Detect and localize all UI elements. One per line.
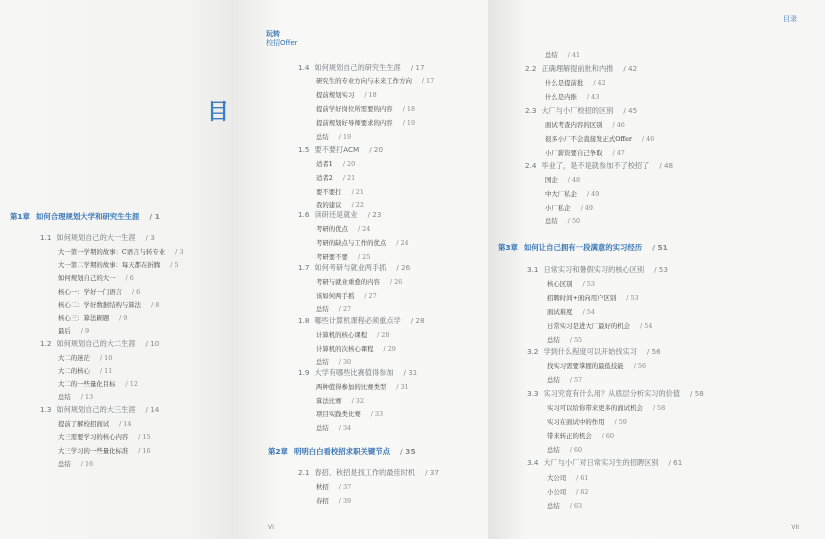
- toc-page-number: / 6: [125, 274, 134, 282]
- toc-page-number: / 20: [342, 160, 356, 168]
- toc-subsection: [316, 277, 402, 286]
- toc-section: [298, 145, 383, 155]
- toc-section: [298, 63, 425, 73]
- toc-label: 如何考研与就业两手抓: [314, 263, 387, 272]
- toc-section: [525, 161, 673, 171]
- toc-label: 总结: [547, 502, 560, 510]
- toc-label: 核心二：学好数据结构与算法: [58, 301, 142, 309]
- toc-subsection: [316, 330, 389, 339]
- toc-subsection: [316, 132, 351, 141]
- toc-page-number: / 26: [389, 278, 403, 286]
- toc-label: 如何规划自己的大一生涯: [56, 233, 136, 242]
- toc-label: 核心区别: [547, 280, 573, 288]
- toc-page-number: / 49: [586, 190, 600, 198]
- toc-label: 计算机的核心课程: [316, 331, 368, 339]
- toc-page-number: / 24: [396, 239, 409, 247]
- toc-label: 学到什么程度可以开始找实习: [543, 347, 637, 356]
- toc-page-number: / 60: [601, 432, 615, 440]
- toc-label: 带来转正的机会: [547, 432, 592, 440]
- toc-page-number: / 23: [367, 210, 382, 219]
- toc-label: 研究生的专业方向与未来工作方向: [316, 77, 412, 85]
- toc-page-number: / 16: [80, 460, 94, 468]
- toc-label: 考研要不要: [316, 253, 348, 261]
- toc-label: 大一第一学期的故事：C语言与转专业: [58, 248, 166, 256]
- toc-subsection: [316, 224, 370, 233]
- toc-number: 2.4: [525, 161, 537, 170]
- toc-label: 面试难度: [547, 308, 573, 316]
- toc-label: 总结: [316, 305, 329, 313]
- toc-page-number: / 58: [690, 389, 704, 398]
- toc-page-number: / 27: [364, 292, 377, 300]
- toc-page-number: / 5: [170, 261, 179, 269]
- toc-label: 大二的核心: [58, 367, 90, 375]
- toc-page-number: / 48: [659, 161, 674, 170]
- toc-page-number: / 29: [383, 345, 396, 353]
- toc-section: [298, 263, 410, 273]
- toc-subsection: [316, 291, 377, 300]
- toc-subsection: [545, 78, 606, 87]
- toc-chapter: [498, 242, 668, 253]
- toc-label: 读研还是就业: [314, 210, 358, 219]
- toc-subsection: [58, 392, 93, 401]
- toc-number: 2.1: [298, 468, 310, 477]
- toc-section: [525, 106, 637, 116]
- toc-label: 大二的迷茫: [58, 354, 90, 362]
- toc-label: 大公司: [547, 474, 567, 482]
- toc-page-number: / 3: [145, 233, 155, 242]
- running-header: 目录: [783, 15, 797, 23]
- toc-number: 1.6: [298, 210, 310, 219]
- toc-page-number: / 12: [125, 380, 138, 388]
- toc-page-number: / 54: [582, 308, 595, 316]
- toc-subsection: [316, 252, 370, 261]
- toc-page-number: / 49: [580, 204, 593, 212]
- toc-page-number: / 45: [623, 106, 638, 115]
- toc-section: [527, 265, 668, 275]
- toc-section: [298, 316, 425, 326]
- toc-subsection: [547, 487, 589, 496]
- toc-label: 如何合理规划大学和研究生生涯: [35, 212, 140, 221]
- toc-page-number: / 62: [576, 488, 589, 496]
- toc-label: 总结: [316, 133, 329, 141]
- toc-page-number: / 22: [351, 201, 364, 209]
- toc-page-number: / 24: [357, 225, 371, 233]
- toc-label: 很多小厂不会直接发正式Offer: [545, 135, 632, 143]
- toc-subsection: [547, 473, 589, 482]
- toc-section: [298, 468, 439, 478]
- toc-label: 如何规划自己的研究生生涯: [314, 63, 401, 72]
- toc-section: [40, 339, 159, 349]
- toc-page-number: / 50: [567, 217, 581, 225]
- toc-subsection: [547, 321, 652, 330]
- toc-label: 总结: [58, 393, 71, 401]
- toc-label: 总结: [316, 358, 329, 366]
- toc-label: 考研的缺点与工作的优点: [316, 239, 387, 247]
- toc-number: 1.2: [40, 339, 52, 348]
- toc-label: 总结: [316, 424, 329, 432]
- toc-page-number: / 60: [569, 446, 583, 454]
- toc-page-number: / 9: [80, 327, 90, 335]
- toc-page-number: / 51: [652, 243, 668, 252]
- toc-page-number: / 57: [569, 376, 583, 384]
- toc-number: 1.7: [298, 263, 310, 272]
- toc-subsection: [547, 431, 614, 440]
- toc-label: 考研的优点: [316, 225, 348, 233]
- toc-section: [525, 64, 637, 74]
- toc-label: 小厂薪资要自己争取: [545, 149, 603, 157]
- toc-subsection: [545, 92, 599, 101]
- toc-label: 总结: [545, 217, 558, 225]
- toc-page-number: / 8: [151, 301, 160, 309]
- toc-subsection: [316, 382, 409, 391]
- toc-subsection: [547, 403, 665, 412]
- toc-subsection: [58, 446, 151, 455]
- toc-page-number: / 6: [131, 288, 141, 296]
- toc-number: 1.4: [298, 63, 310, 72]
- toc-label: 春招: [316, 497, 329, 505]
- toc-label: 招聘时间+面向用户区别: [547, 294, 617, 302]
- toc-label: 适者2: [316, 174, 333, 182]
- toc-label: 实习可以给你带来更多的面试机会: [547, 404, 643, 412]
- toc-subsection: [547, 335, 582, 344]
- toc-number: 第1章: [10, 212, 30, 221]
- toc-subsection: [545, 50, 580, 59]
- toc-page-number: / 14: [119, 420, 132, 428]
- running-header-line1: 玩转: [266, 30, 280, 38]
- toc-subsection: [547, 445, 582, 454]
- toc-number: 1.9: [298, 368, 310, 377]
- toc-label: 正确理解提前批和内推: [541, 64, 614, 73]
- toc-subsection: [58, 313, 127, 322]
- toc-page-number: / 31: [396, 383, 409, 391]
- toc-number: 第3章: [498, 243, 518, 252]
- toc-number: 3.4: [527, 458, 539, 467]
- toc-subsection: [316, 238, 409, 247]
- toc-page-number: / 18: [364, 91, 377, 99]
- toc-label: 大一第二学期的故事：每天都在折腾: [58, 261, 161, 269]
- toc-page-number: / 3: [175, 248, 184, 256]
- toc-label: 实习究竟有什么用？从底层分析实习的价值: [543, 389, 681, 398]
- toc-subsection: [58, 260, 179, 269]
- page-number: VI: [268, 524, 274, 531]
- toc-page-number: / 39: [338, 497, 352, 505]
- toc-subsection: [316, 187, 364, 196]
- toc-label: 中大厂私企: [545, 190, 577, 198]
- toc-page-number: / 47: [612, 149, 625, 157]
- toc-subsection: [58, 432, 151, 441]
- toc-page-number: / 56: [633, 362, 647, 370]
- toc-label: 明明白白看校招求职关键节点: [293, 447, 391, 456]
- toc-label: 面试考查内容的区别: [545, 121, 603, 129]
- toc-label: 找实习需要掌握的最低技能: [547, 362, 624, 370]
- toc-page-number: / 28: [410, 316, 425, 325]
- toc-number: 2.2: [525, 64, 537, 73]
- toc-number: 1.8: [298, 316, 310, 325]
- toc-page-number: / 55: [569, 336, 583, 344]
- toc-label: 考研与就业重叠的内容: [316, 278, 380, 286]
- toc-label: 实习在面试中的作用: [547, 418, 605, 426]
- toc-subsection: [58, 300, 159, 309]
- toc-page-number: / 17: [421, 77, 435, 85]
- toc-label: 如何规划自己的大二生涯: [56, 339, 136, 348]
- toc-subsection: [58, 353, 112, 362]
- toc-subsection: [547, 361, 646, 370]
- toc-section: [527, 347, 661, 357]
- toc-label: 提前了解校招面试: [58, 420, 110, 428]
- toc-label: 项目实践类比赛: [316, 410, 361, 418]
- toc-label: 哪些计算机课程必须重点学: [314, 316, 401, 325]
- toc-page-number: / 61: [576, 474, 589, 482]
- toc-subsection: [545, 203, 593, 212]
- toc-label: 适者1: [316, 160, 333, 168]
- toc-page-number: / 35: [400, 447, 416, 456]
- toc-label: 总结: [547, 446, 560, 454]
- toc-page-number: / 17: [410, 63, 425, 72]
- toc-label: 核心三：算法刷题: [58, 314, 110, 322]
- toc-page-number: / 42: [623, 64, 638, 73]
- toc-label: 核心一：学好一门语言: [58, 288, 122, 296]
- toc-number: 1.5: [298, 145, 310, 154]
- toc-subsection: [547, 375, 582, 384]
- toc-page-number: / 14: [145, 405, 160, 414]
- toc-subsection: [316, 76, 434, 85]
- toc-subsection: [58, 459, 93, 468]
- toc-label: 计算机的次核心课程: [316, 345, 374, 353]
- toc-label: 提前规划实习: [316, 91, 355, 99]
- toc-label: 大三需要学习的核心内容: [58, 433, 129, 441]
- toc-label: 如何规划自己的大一: [58, 274, 116, 282]
- toc-label: 要不要打: [316, 188, 342, 196]
- toc-page-number: / 20: [369, 145, 384, 154]
- toc-page-number: / 46: [641, 135, 655, 143]
- toc-subsection: [316, 118, 415, 127]
- toc-subsection: [58, 287, 140, 296]
- toc-label: 总结: [58, 460, 71, 468]
- toc-subsection: [316, 90, 377, 99]
- toc-label: 大厂与小厂对日常实习生的招聘区别: [543, 458, 659, 467]
- toc-subsection: [547, 417, 627, 426]
- toc-label: 什么是内推: [545, 93, 577, 101]
- toc-page-number: / 53: [654, 265, 668, 274]
- toc-subsection: [316, 357, 351, 366]
- toc-subsection: [547, 307, 595, 316]
- toc-number: 2.3: [525, 106, 537, 115]
- toc-chapter: [268, 446, 416, 457]
- toc-page-number: / 21: [342, 174, 356, 182]
- toc-page-number: / 59: [614, 418, 627, 426]
- toc-subsection: [316, 304, 351, 313]
- toc-page-number: / 10: [99, 354, 113, 362]
- toc-subsection: [547, 279, 595, 288]
- toc-label: 小厂私企: [545, 204, 571, 212]
- toc-label: 毕业了，是不是就参加不了校招了: [541, 161, 650, 170]
- toc-page-number: / 53: [582, 280, 595, 288]
- toc-subsection: [316, 396, 364, 405]
- toc-label: 提前学好岗位所需要的内容: [316, 105, 393, 113]
- toc-label: 大学有哪些比赛值得参加: [314, 368, 394, 377]
- toc-chapter: [10, 211, 160, 222]
- toc-section: [298, 368, 417, 378]
- toc-section: [40, 233, 155, 243]
- toc-label: 大厂与小厂校招的区别: [541, 106, 614, 115]
- toc-subsection: [58, 379, 138, 388]
- toc-page-number: / 31: [403, 368, 418, 377]
- toc-page-number: / 19: [402, 119, 416, 127]
- toc-section: [527, 458, 682, 468]
- toc-page-number: / 54: [640, 322, 653, 330]
- toc-page-number: / 1: [149, 212, 160, 221]
- toc-subsection: [316, 173, 355, 182]
- toc-page-number: / 9: [119, 314, 128, 322]
- toc-label: 如何规划自己的大三生涯: [56, 405, 136, 414]
- toc-subsection: [316, 344, 396, 353]
- toc-number: 3.1: [527, 265, 539, 274]
- toc-section: [40, 405, 159, 415]
- toc-page-number: / 33: [370, 410, 384, 418]
- toc-page-number: / 11: [99, 367, 113, 375]
- toc-section: [298, 210, 381, 220]
- toc-label: 算法比赛: [316, 397, 342, 405]
- toc-label: 春招、秋招是找工作的最佳时机: [314, 468, 416, 477]
- toc-subsection: [58, 419, 131, 428]
- toc-label: 如何让自己拥有一段满意的实习经历: [523, 243, 643, 252]
- running-header: [266, 30, 298, 48]
- toc-page-number: / 21: [351, 188, 364, 196]
- toc-page-number: / 46: [612, 121, 625, 129]
- toc-page-number: / 34: [338, 424, 352, 432]
- toc-number: 第2章: [268, 447, 288, 456]
- toc-page-number: / 42: [593, 79, 606, 87]
- toc-subsection: [545, 148, 625, 157]
- toc-subsection: [545, 120, 625, 129]
- toc-number: 1.3: [40, 405, 52, 414]
- toc-page-number: / 26: [396, 263, 411, 272]
- toc-number: 3.3: [527, 389, 539, 398]
- toc-subsection: [547, 501, 582, 510]
- toc-page-number: / 53: [626, 294, 639, 302]
- toc-label: 大二的一些量化目标: [58, 380, 116, 388]
- toc-page-number: / 16: [138, 447, 151, 455]
- toc-label: 日常实习和暑假实习的核心区别: [543, 265, 645, 274]
- toc-label: 最后: [58, 327, 71, 335]
- toc-number: 1.1: [40, 233, 52, 242]
- toc-page-number: / 27: [338, 305, 352, 313]
- running-header-line2: 校招Offer: [266, 39, 298, 47]
- toc-page-number: / 56: [646, 347, 661, 356]
- toc-page-number: / 43: [586, 93, 600, 101]
- toc-subsection: [316, 159, 355, 168]
- toc-label: 总结: [547, 336, 560, 344]
- toc-page-number: / 25: [357, 253, 371, 261]
- toc-section: [527, 389, 704, 399]
- toc-page-number: / 18: [402, 105, 416, 113]
- toc-label: 总结: [545, 51, 558, 59]
- toc-page-number: / 19: [338, 133, 352, 141]
- toc-label: 日常实习是进大厂最好的机会: [547, 322, 631, 330]
- toc-title-char: 目: [207, 100, 230, 125]
- toc-label: 秋招: [316, 483, 329, 491]
- toc-subsection: [547, 293, 639, 302]
- toc-page-number: / 28: [377, 331, 390, 339]
- page-number: VII: [791, 524, 799, 531]
- toc-subsection: [545, 216, 580, 225]
- toc-subsection: [545, 175, 580, 184]
- toc-label: 我的建议: [316, 201, 342, 209]
- toc-page-number: / 61: [668, 458, 683, 467]
- toc-label: 国企: [545, 176, 558, 184]
- toc-page-number: / 10: [145, 339, 160, 348]
- toc-label: 提前规划好导师要求的内容: [316, 119, 393, 127]
- toc-label: 总结: [547, 376, 560, 384]
- toc-page-number: / 58: [652, 404, 666, 412]
- toc-label: 小公司: [547, 488, 567, 496]
- toc-subsection: [316, 482, 351, 491]
- toc-page-number: / 13: [80, 393, 94, 401]
- toc-subsection: [58, 326, 89, 335]
- toc-page-number: / 32: [351, 397, 364, 405]
- toc-page-number: / 41: [567, 51, 581, 59]
- toc-subsection: [58, 366, 112, 375]
- toc-subsection: [316, 104, 415, 113]
- toc-label: 大三学习的一些量化标准: [58, 447, 129, 455]
- toc-subsection: [316, 200, 364, 209]
- toc-label: 要不要打ACM: [314, 145, 360, 154]
- toc-subsection: [58, 247, 183, 256]
- toc-page-number: / 37: [425, 468, 439, 477]
- toc-page-number: / 15: [138, 433, 151, 441]
- toc-label: 两种值得参加的比赛类型: [316, 383, 387, 391]
- toc-label: 该如何两手抓: [316, 292, 355, 300]
- toc-subsection: [316, 496, 351, 505]
- left-page: [0, 0, 238, 539]
- toc-subsection: [545, 189, 599, 198]
- toc-subsection: [316, 409, 383, 418]
- toc-subsection: [316, 423, 351, 432]
- toc-page-number: / 63: [569, 502, 583, 510]
- toc-label: 什么是提前批: [545, 79, 584, 87]
- toc-subsection: [545, 134, 654, 143]
- toc-subsection: [58, 273, 134, 282]
- toc-page-number: / 37: [338, 483, 352, 491]
- toc-page-number: / 30: [338, 358, 352, 366]
- toc-number: 3.2: [527, 347, 539, 356]
- toc-page-number: / 48: [567, 176, 581, 184]
